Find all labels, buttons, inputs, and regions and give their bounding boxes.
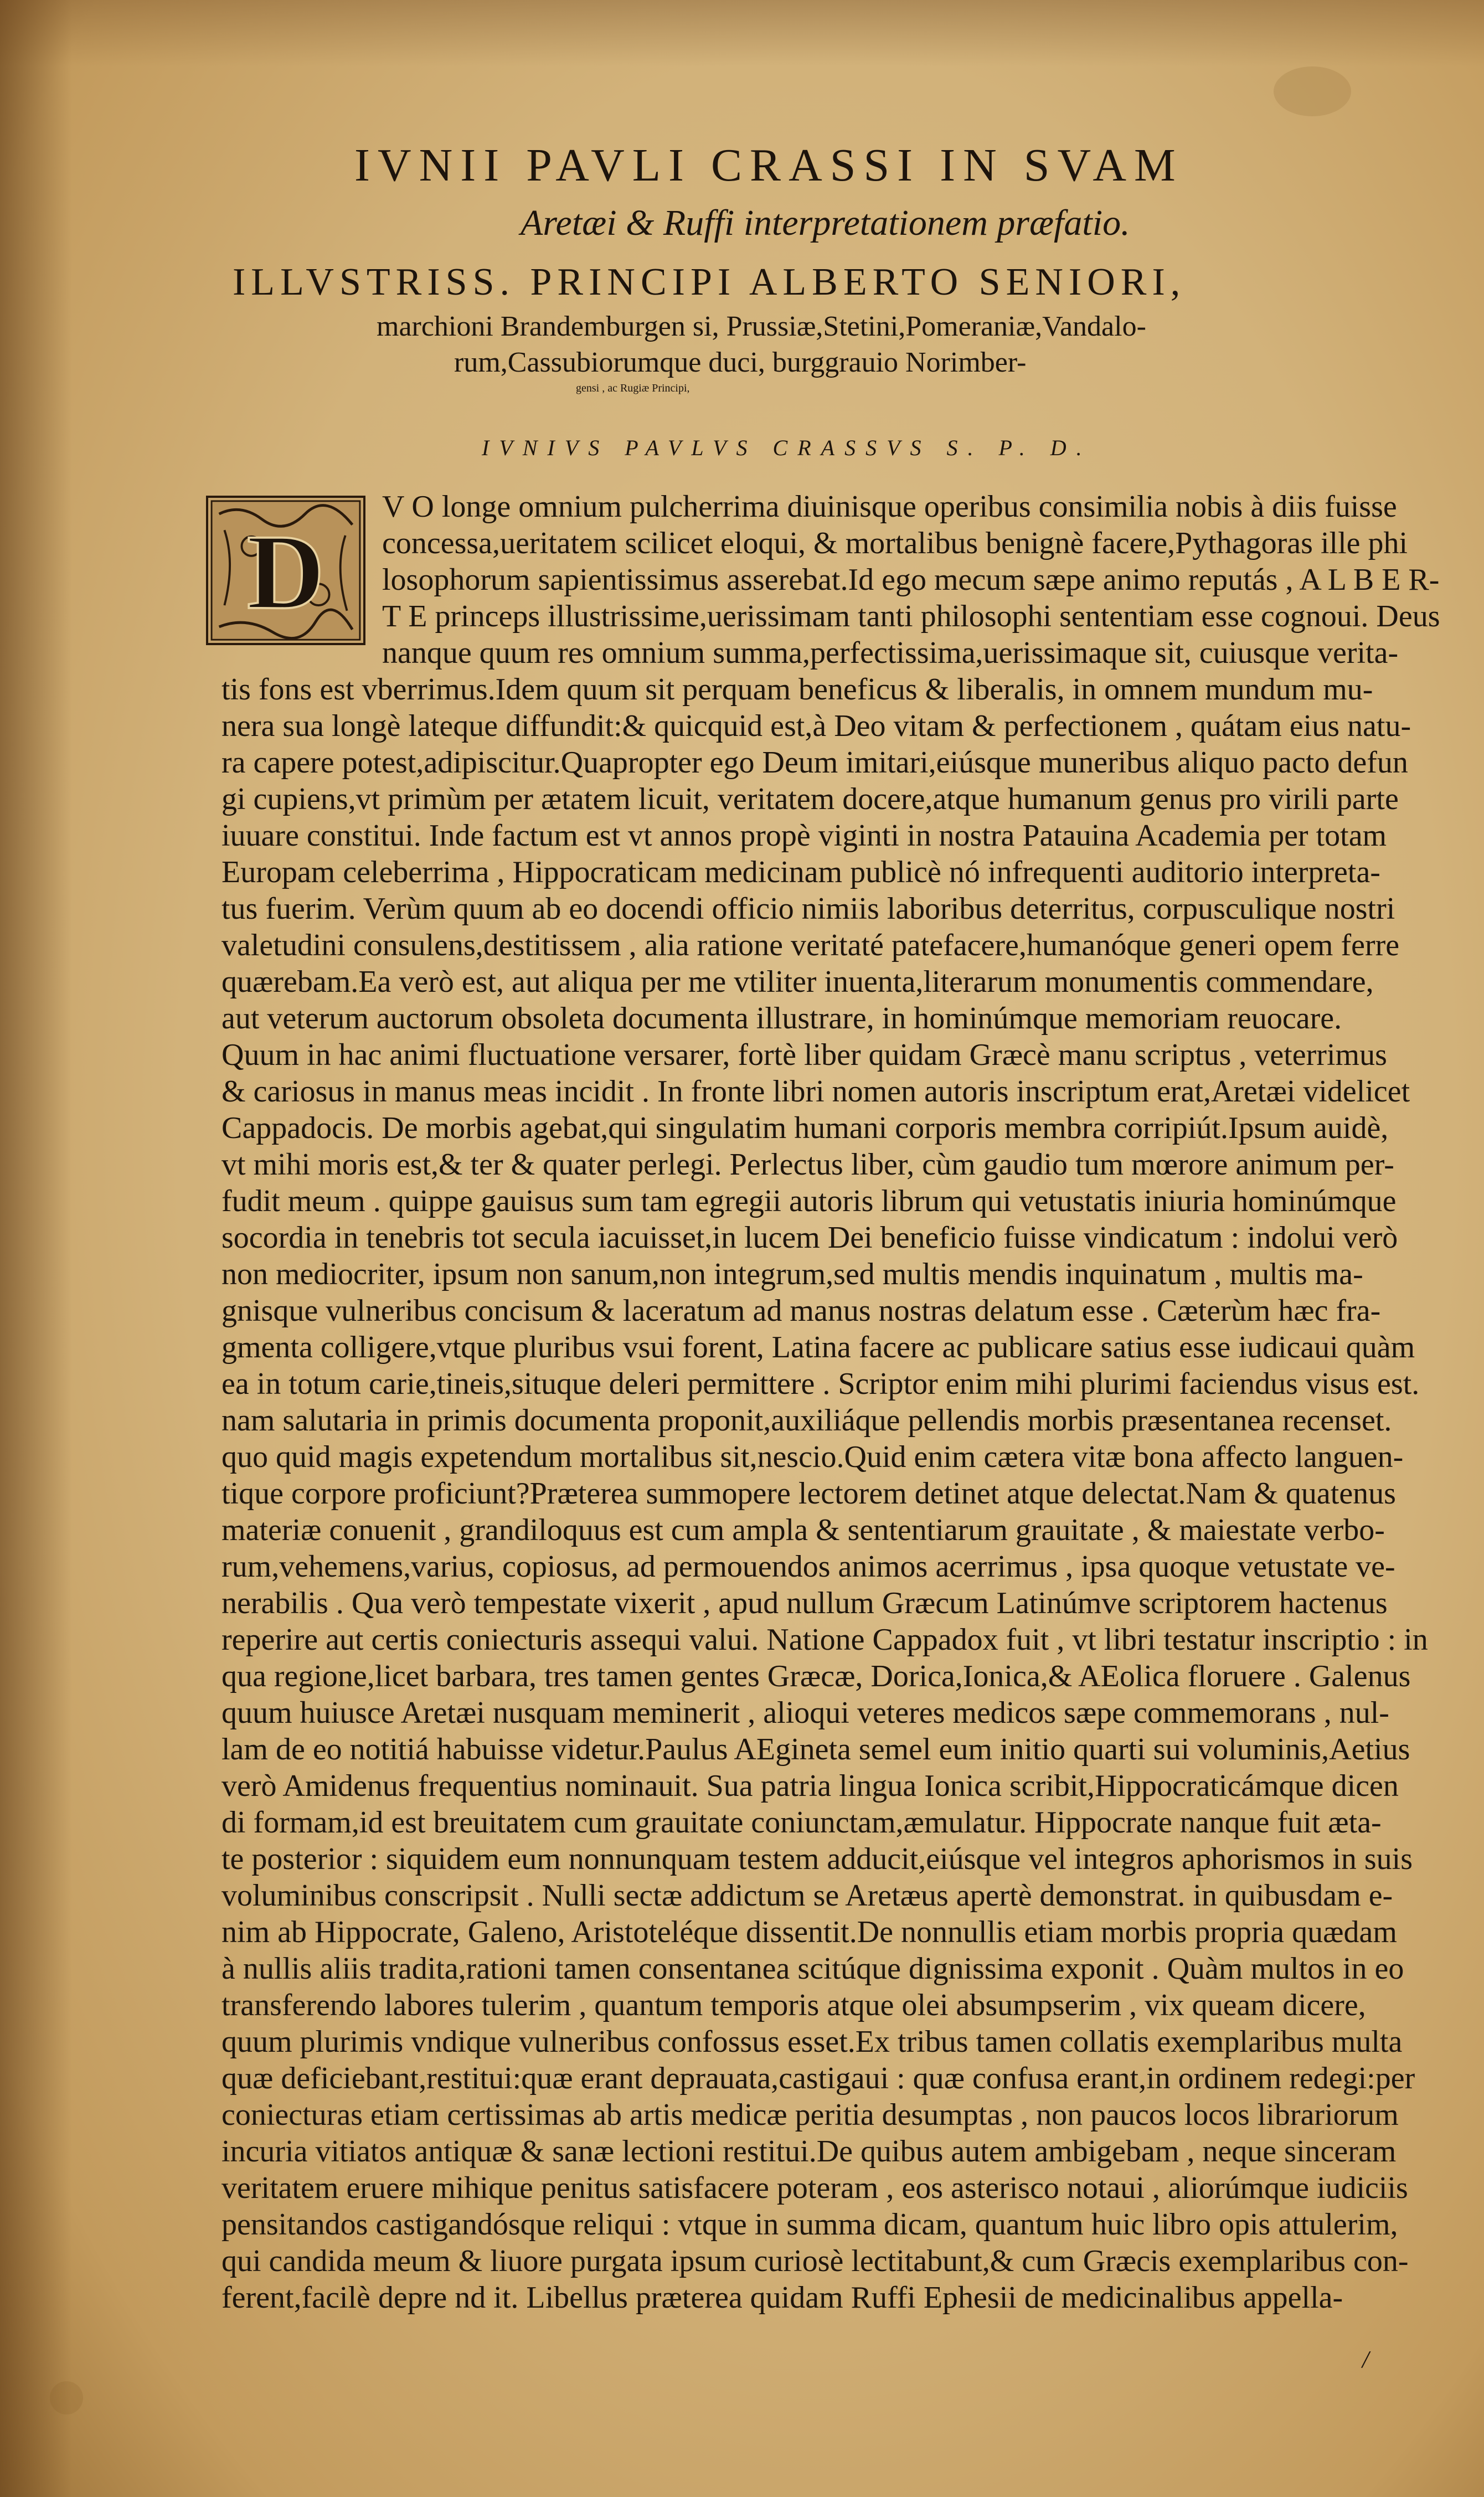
foxing-stain <box>50 2381 83 2414</box>
body-line: qui candida meum & liuore purgata ipsum curiosè lectitabunt,& cum Græcis exemplaribus con- <box>221 2244 1409 2278</box>
body-line: nera sua longè lateque diffundit:& quicquid est,à Deo vitam & perfectionem , quátam eius natu- <box>221 709 1411 743</box>
body-line: quo quid magis expetendum mortalibus sit,nescio.Quid enim cætera vitæ bona affecto languen- <box>221 1440 1404 1474</box>
body-line: gnisque vulneribus concisum & laceratum ad manus nostras delatum esse . Cæterùm hæc fra- <box>221 1294 1381 1328</box>
body-line: tus fuerim. Verùm quum ab eo docendi officio nimiis laboribus deterritus, corpusculique nostri <box>221 892 1395 926</box>
body-line: lam de eo notitiá habuisse videtur.Paulus AEgineta semel eum initio quarti sui voluminis,Aetius <box>221 1732 1410 1767</box>
body-line: pensitandos castigandósque reliqui : vtque in summa dicam, quantum huic libro opis attulerim, <box>221 2207 1398 2242</box>
body-line: aut veterum auctorum obsoleta documenta illustrare, in hominúmque memoriam reuocare. <box>221 1001 1342 1036</box>
body-line: tis fons est vberrimus.Idem quum sit perquam beneficus & liberalis, in omnem mundum mu- <box>221 672 1373 707</box>
body-line: transferendo labores tulerim , quantum temporis atque olei absumpserim , vix queam dicere, <box>221 1988 1366 2022</box>
body-line: voluminibus conscripsit . Nulli sectæ addictum se Aretæus apertè demonstrat. in quibusdam e- <box>221 1878 1393 1913</box>
address-line-2: rum,Cassubiorumque duci, burggrauio Norimber- <box>454 347 1027 378</box>
decorated-initial-art <box>208 498 363 643</box>
body-line: quum plurimis vndique vulneribus confossus esset.Ex tribus tamen collatis exemplaribus multa <box>221 2025 1403 2059</box>
body-line: quærebam.Ea verò est, aut aliqua per me vtiliter inuenta,literarum monumentis commendare, <box>221 965 1374 999</box>
body-line: Cappadocis. De morbis agebat,qui singulatim humani corporis membra corripiút.Ipsum auidè, <box>221 1111 1389 1145</box>
body-line: te posterior : siquidem eum nonnunquam testem adducit,eiúsque vel integros aphorismos in suis <box>221 1842 1413 1876</box>
body-line: quæ deficiebant,restitui:quæ erant deprauata,castigaui : quæ confusa erant,in ordinem redegi:per <box>221 2061 1415 2096</box>
body-line: veritatem eruere mihique penitus satisfacere poteram , eos asterisco notaui , aliorúmque iudiciis <box>221 2171 1408 2205</box>
body-line: & cariosus in manus meas incidit . In fronte libri nomen autoris inscriptum erat,Aretæi videlicet <box>221 1074 1410 1109</box>
body-line: nanque quum res omnium summa,perfectissima,uerissimaque sit, cuiusque verita- <box>382 636 1399 670</box>
body-line: socordia in tenebris tot secula iacuisset,in lucem Dei beneficio fuisse vindicatum : indolui verò <box>221 1221 1398 1255</box>
body-line: vt mihi moris est,& ter & quater perlegi. Perlectus liber, cùm gaudio tum mœrore animum per- <box>221 1147 1394 1182</box>
body-line: qua regione,licet barbara, tres tamen gentes Græcæ, Dorica,Ionica,& AEolica floruere . Galenus <box>221 1659 1411 1693</box>
body-line: ferent,facilè depre nd it. Libellus præterea quidam Ruffi Ephesii de medicinalibus appella- <box>221 2280 1343 2315</box>
dedication-line: ILLVSTRISS. PRINCIPI ALBERTO SENIORI, <box>233 261 1186 303</box>
title-line-1: IVNII PAVLI CRASSI IN SVAM <box>354 140 1183 191</box>
body-line: nam salutaria in primis documenta proponit,auxiliáque pellendis morbis præsentanea recenset. <box>221 1403 1392 1438</box>
body-line: incuria vitiatos antiquæ & sanæ lectioni restitui.De quibus autem ambigebam , neque sinceram <box>221 2134 1397 2169</box>
body-line: Quum in hac animi fluctuatione versarer, fortè liber quidam Græcè manu scriptus , veterrimus <box>221 1038 1387 1072</box>
body-line: non mediocriter, ipsum non sanum,non integrum,sed multis mendis inquinatum , multis ma- <box>221 1257 1363 1291</box>
body-line: Europam celeberrima , Hippocraticam medicinam publicè nó infrequenti auditorio interpreta- <box>221 855 1380 889</box>
body-line: T E princeps illustrissime,uerissimam tanti philosophi sententiam esse cognoui. Deus <box>382 599 1440 634</box>
folio-mark: / <box>1362 2346 1369 2373</box>
body-line: à nullis aliis tradita,rationi tamen consentanea scitúque dignissima exponit . Quàm multos in eo <box>221 1952 1404 1986</box>
decorated-initial <box>206 496 365 645</box>
body-line: V O longe omnium pulcherrima diuinisque operibus consimilia nobis à diis fuisse <box>382 490 1397 524</box>
address-line-1: marchioni Brandemburgen si, Prussiæ,Stetini,Pomeraniæ,Vandalo- <box>377 311 1146 342</box>
page-gutter-shadow <box>0 0 72 2497</box>
body-line: verò Amidenus frequentius nominauit. Sua patria lingua Ionica scribit,Hippocraticámque dicen <box>221 1769 1399 1803</box>
body-line: gmenta colligere,vtque pluribus vsui forent, Latina facere ac publicare satius esse iudicaui quàm <box>221 1330 1415 1365</box>
body-line: valetudini consulens,destitissem , alia ratione veritaté patefacere,humanóque generi opem ferre <box>221 928 1400 962</box>
title-line-2: Aretæi & Ruffi interpretationem præfatio. <box>521 203 1130 243</box>
initial-letter: D <box>246 512 325 631</box>
body-line: iuuare constitui. Inde factum est vt annos propè viginti in nostra Patauina Academia per totam <box>221 818 1387 853</box>
body-line: tique corpore proficiunt?Præterea summopere lectorem detinet atque delectat.Nam & quatenus <box>221 1476 1396 1511</box>
body-line: nim ab Hippocrate, Galeno, Aristoteléque dissentit.De nonnullis etiam morbis propria quædam <box>221 1915 1397 1949</box>
body-line: losophorum sapientissimus asserebat.Id ego mecum sæpe animo reputás , A L B E R- <box>382 563 1440 597</box>
body-line: gi cupiens,vt primùm per ætatem licuit, veritatem docere,atque humanum genus pro virili parte <box>221 782 1399 816</box>
body-line: quum huiusce Aretæi nusquam meminerit , alioqui veteres medicos sæpe commemorans , nul- <box>221 1696 1389 1730</box>
body-line: materiæ conuenit , grandiloquus est cum ampla & sententiarum grauitate , & maiestate verbo- <box>221 1513 1385 1547</box>
body-line: nerabilis . Qua verò tempestate vixerit , apud nullum Græcum Latinúmve scriptorem hactenus <box>221 1586 1388 1620</box>
body-line: coniecturas etiam certissimas ab artis medicæ peritia desumptas , non paucos locos librariorum <box>221 2098 1399 2132</box>
body-line: di formam,id est breuitatem cum grauitate coniunctam,æmulatur. Hippocrate nanque fuit æta- <box>221 1805 1382 1840</box>
address-line-3: gensi , ac Rugiæ Principi, <box>576 382 690 394</box>
body-line: ea in totum carie,tineis,situque deleri permittere . Scriptor enim mihi plurimi faciendus visus est. <box>221 1367 1420 1401</box>
body-line: reperire aut certis coniecturis assequi valui. Natione Cappadox fuit , vt libri testatur inscriptio : in <box>221 1623 1428 1657</box>
body-line: ra capere potest,adipiscitur.Quapropter ego Deum imitari,eiúsque muneribus aliquo pacto defun <box>221 745 1408 780</box>
foxing-stain <box>1274 66 1351 116</box>
page-edge-shading <box>0 0 1484 66</box>
body-line: concessa,ueritatem scilicet eloqui, & mortalibus benignè facere,Pythagoras ille phi <box>382 526 1408 560</box>
body-line: rum,vehemens,varius, copiosus, ad permouendos animos acerrimus , ipsa quoque vetustate ve- <box>221 1549 1395 1584</box>
greeting-line: IVNIVS PAVLVS CRASSVS S. P. D. <box>482 435 1092 460</box>
body-line: fudit meum . quippe gauisus sum tam egregii autoris librum qui vetustatis iniuria hominúmque <box>221 1184 1397 1218</box>
